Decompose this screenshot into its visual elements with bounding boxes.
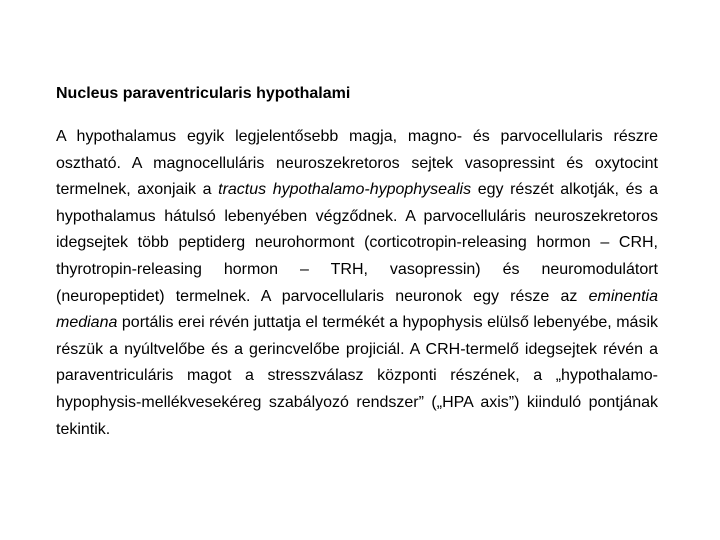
- document-page: [56, 84, 658, 443]
- body-paragraph: [56, 124, 658, 443]
- paragraph-text-1: A hypothalamus egyik legjelentősebb magja, magno- és parvocellularis részre osztható. A magnocelluláris neuroszekretoros sejtek vasopressint és oxytocint termelnek, axonjaik a: [56, 128, 658, 199]
- paragraph-italic-term-2: eminentia mediana: [56, 287, 658, 332]
- paragraph-text-3: portális erei révén juttatja el termékét a hypophysis elülső lebenyébe, másik részük a nyúltvelőbe és a gerincvelőbe projiciál. A CRH-termelő idegsejtek révén a paraventriculáris magot a stresszválasz központi részének, a „hypothalamo-hypophysis-mellékvesekéreg szabályozó rendszer” („HPA axis”) kiinduló pontjának tekintik.: [56, 314, 658, 438]
- paragraph-text-2: egy részét alkotják, és a hypothalamus hátulsó lebenyében végződnek. A parvocelluláris neuroszekretoros idegsejtek több peptiderg neurohormont (corticotropin-releasing hormon – CRH, thyrotropin-releasing hormon – TRH, vasopressin) és neuromodulátort (neuropeptidet) termelnek. A parvocellularis neuronok egy része az: [56, 181, 658, 305]
- paragraph-italic-term-1: tractus hypothalamo-hypophysealis: [218, 181, 472, 199]
- document-title: Nucleus paraventricularis hypothalami: [56, 85, 351, 102]
